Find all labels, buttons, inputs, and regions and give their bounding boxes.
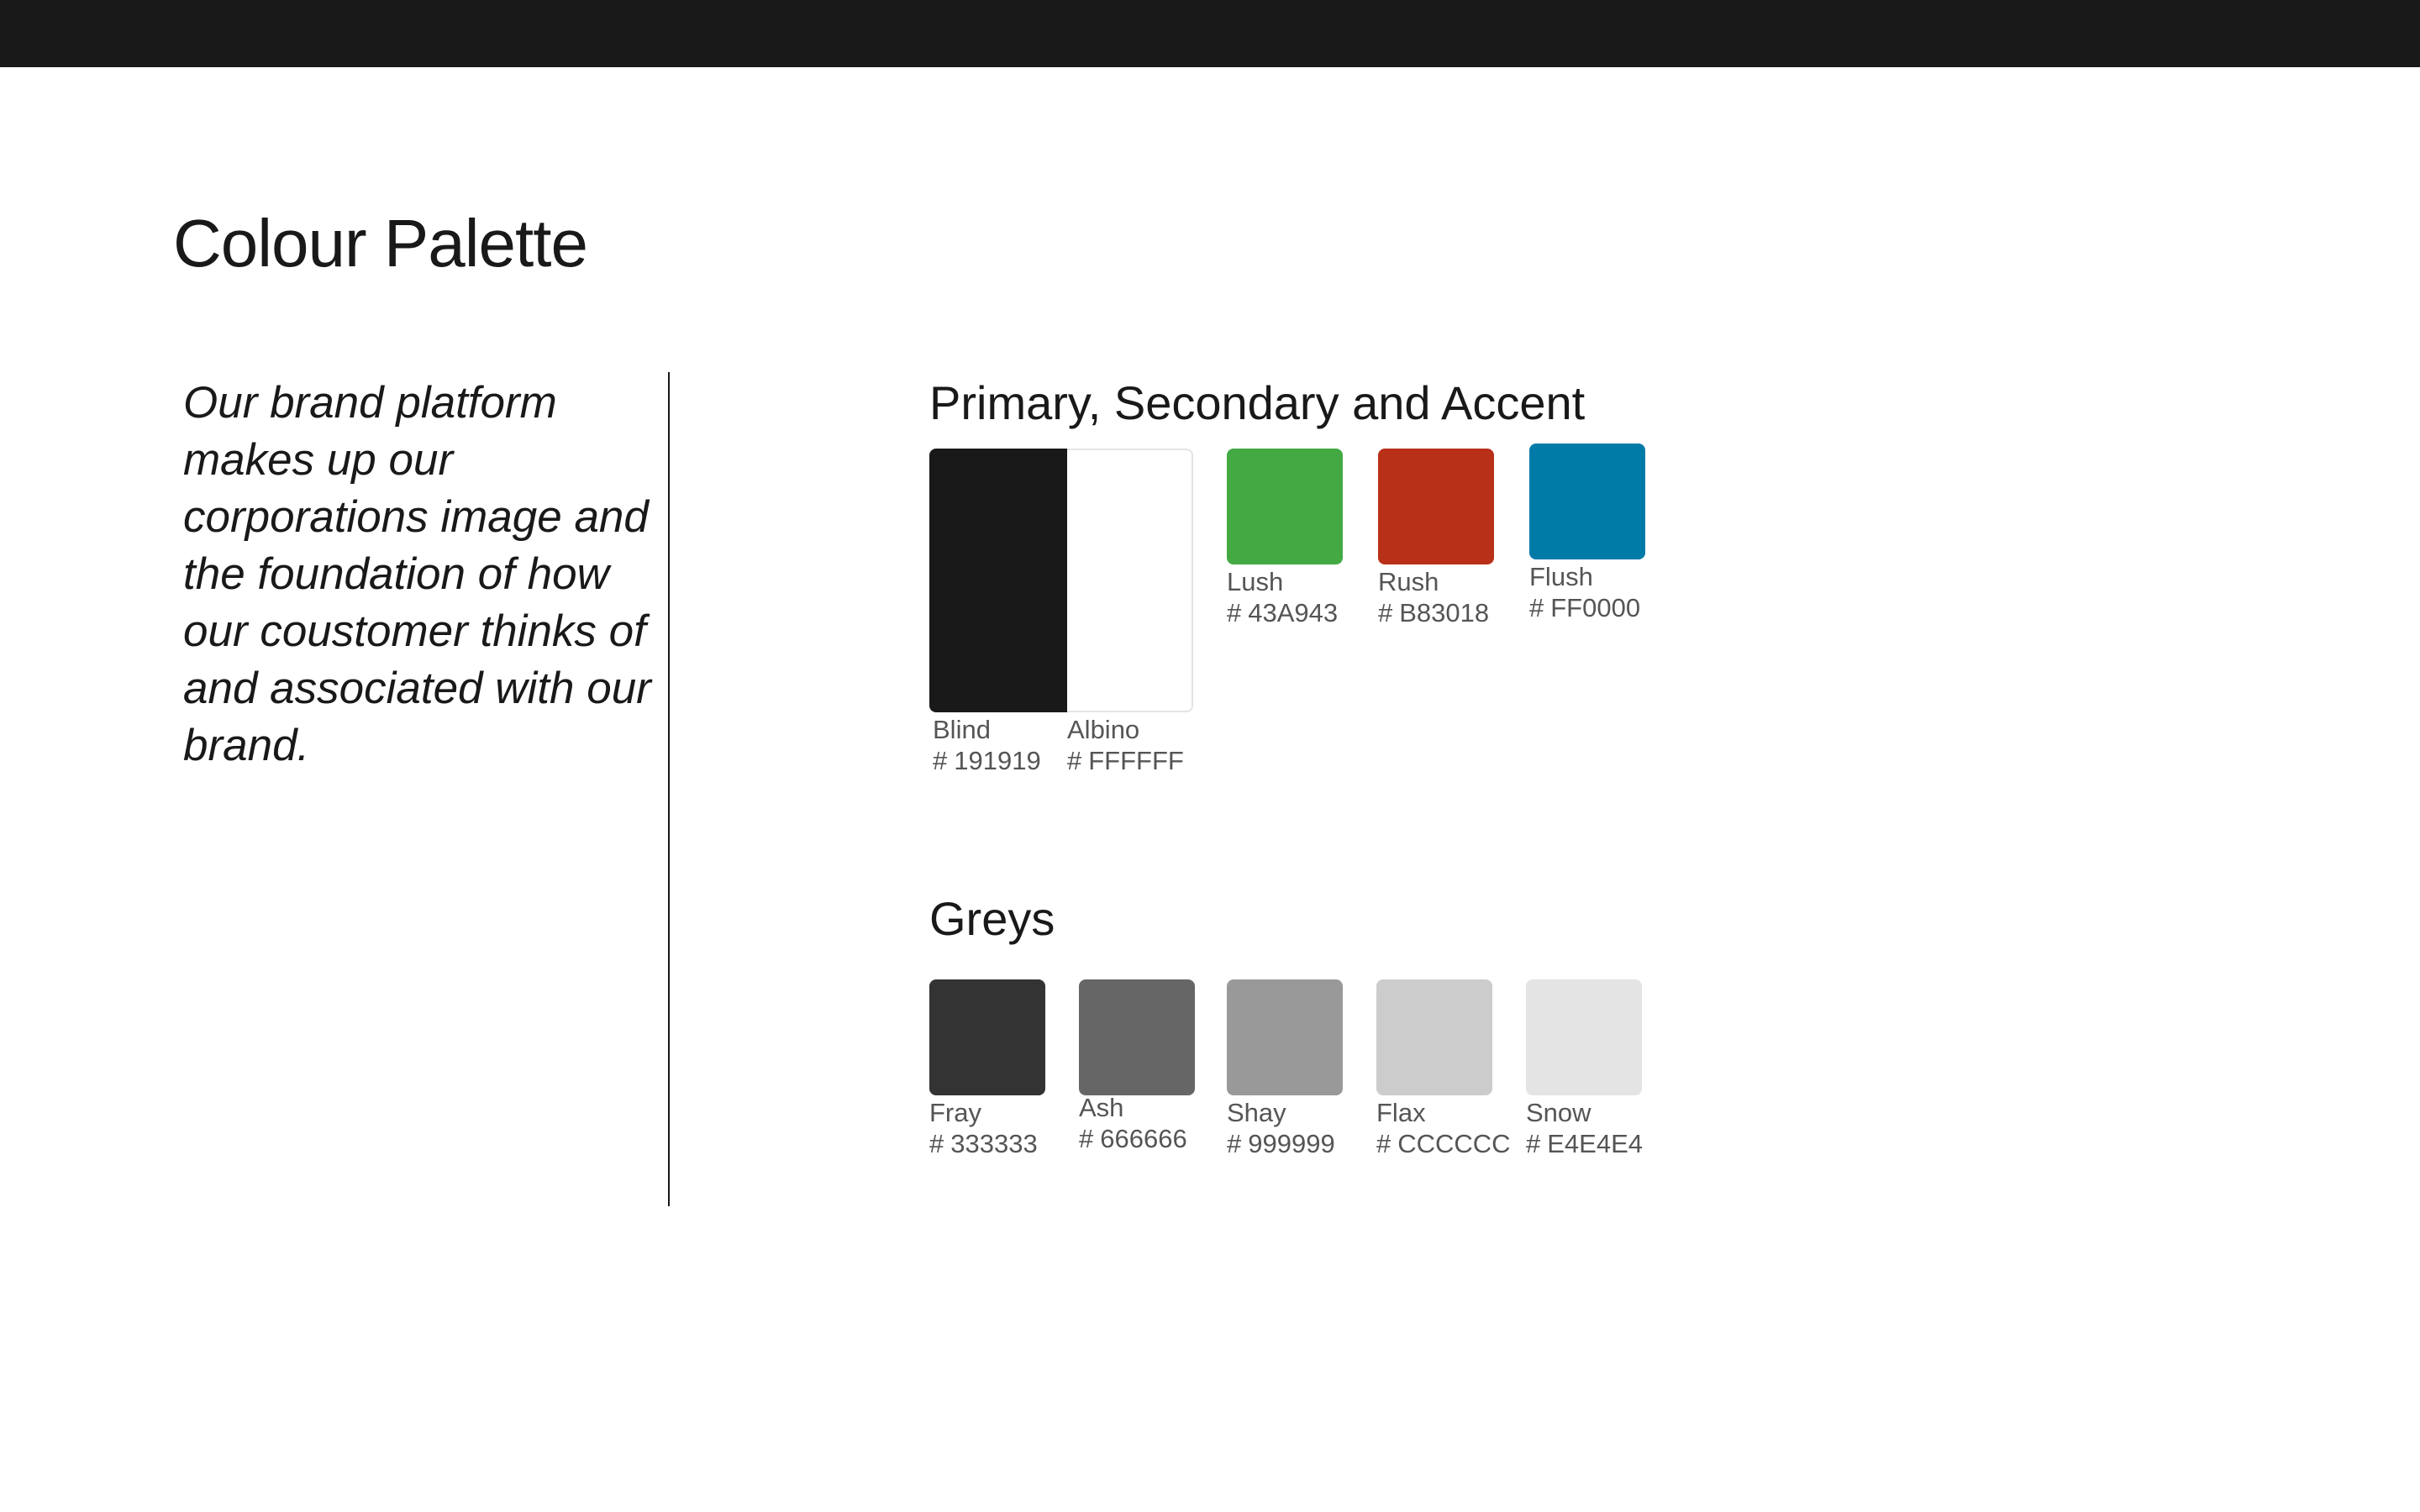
intro-text: Our brand platform makes up our corporations image and the foundation of how our coustomer thinks of and associated with our brand.	[183, 378, 651, 770]
swatch-hex: 333333	[950, 1129, 1038, 1158]
swatch-hex: 666666	[1100, 1124, 1187, 1153]
label-snow	[1526, 1097, 1643, 1159]
label-flush	[1529, 561, 1640, 623]
swatch-hex: 191919	[954, 746, 1041, 775]
swatch-hex: FFFFFF	[1088, 746, 1184, 775]
swatch-name: Shay	[1227, 1098, 1286, 1127]
swatch-name: Rush	[1378, 567, 1439, 596]
hex-prefix: #	[933, 746, 948, 775]
swatch-hex: CCCCCC	[1397, 1129, 1511, 1158]
swatch-albino	[1067, 449, 1193, 712]
swatch-flax	[1376, 979, 1492, 1095]
vertical-divider	[668, 372, 670, 1206]
hex-prefix: #	[1378, 598, 1393, 627]
swatch-hex: 43A943	[1248, 598, 1339, 627]
label-fray	[929, 1097, 1038, 1159]
swatch-rush	[1378, 449, 1494, 564]
hex-prefix: #	[1526, 1129, 1541, 1158]
hex-prefix: #	[1079, 1124, 1094, 1153]
swatch-hex: E4E4E4	[1547, 1129, 1644, 1158]
hex-prefix: #	[1376, 1129, 1392, 1158]
label-ash	[1079, 1092, 1187, 1154]
label-blind	[933, 714, 1041, 776]
swatch-hex: FF0000	[1550, 593, 1641, 622]
swatch-ash	[1079, 979, 1195, 1095]
swatch-name: Flush	[1529, 562, 1593, 591]
swatch-shay	[1227, 979, 1343, 1095]
swatch-hex: B83018	[1399, 598, 1490, 627]
page-title: Colour Palette	[173, 206, 587, 281]
swatch-name: Lush	[1227, 567, 1284, 596]
top-bar	[0, 0, 2420, 67]
hex-prefix: #	[929, 1129, 944, 1158]
swatch-snow	[1526, 979, 1642, 1095]
swatch-name: Snow	[1526, 1098, 1591, 1127]
label-lush	[1227, 566, 1338, 628]
primary-heading: Primary, Secondary and Accent	[929, 376, 1586, 429]
hex-prefix: #	[1067, 746, 1082, 775]
label-shay	[1227, 1097, 1335, 1159]
hex-prefix: #	[1529, 593, 1544, 622]
label-rush	[1378, 566, 1489, 628]
hex-prefix: #	[1227, 1129, 1242, 1158]
swatch-lush	[1227, 449, 1343, 564]
swatch-hex: 999999	[1248, 1129, 1335, 1158]
hex-prefix: #	[1227, 598, 1242, 627]
greys-heading: Greys	[929, 892, 1055, 945]
label-flax	[1376, 1097, 1511, 1159]
swatch-name: Flax	[1376, 1098, 1426, 1127]
label-albino	[1067, 714, 1184, 776]
swatch-name: Blind	[933, 715, 991, 744]
swatch-name: Albino	[1067, 715, 1140, 744]
swatch-blind	[929, 449, 1067, 712]
swatch-flush	[1529, 444, 1645, 559]
swatch-name: Ash	[1079, 1093, 1124, 1122]
swatch-name: Fray	[929, 1098, 981, 1127]
swatch-fray	[929, 979, 1045, 1095]
